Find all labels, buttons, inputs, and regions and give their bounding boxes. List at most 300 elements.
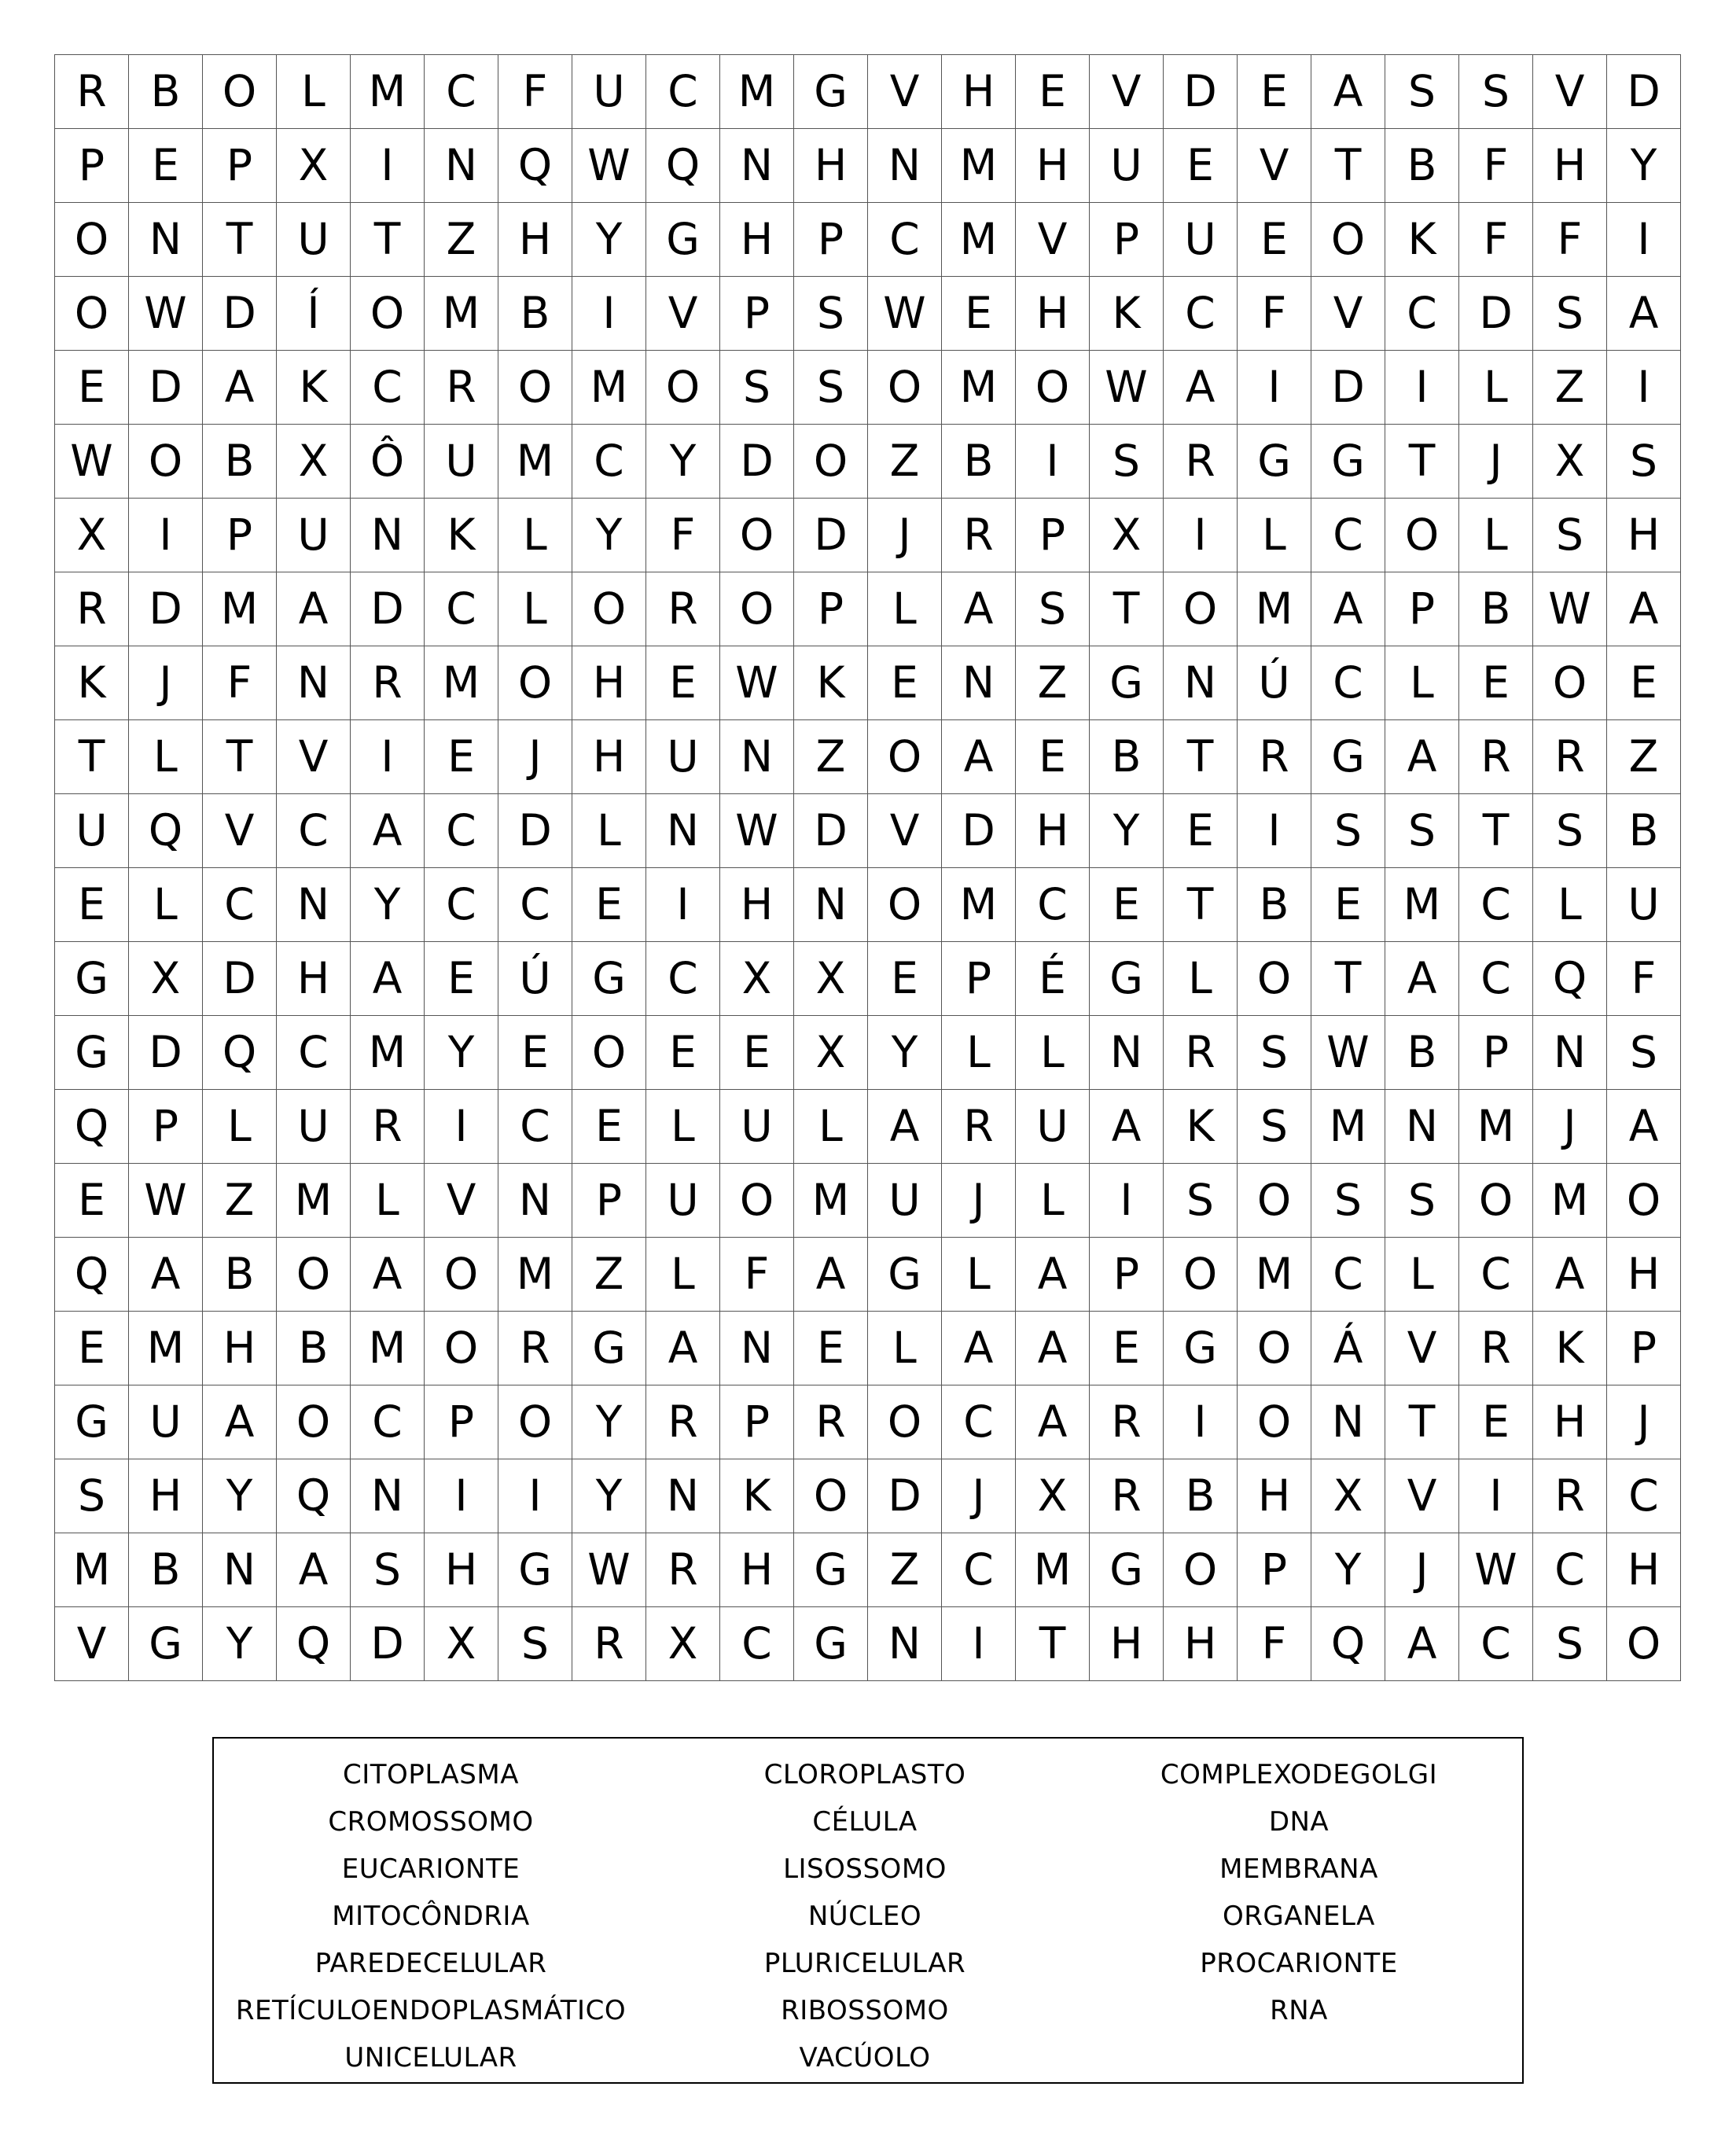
grid-cell[interactable]: A (203, 1385, 277, 1459)
grid-cell[interactable]: I (1238, 794, 1311, 868)
grid-cell[interactable]: E (425, 720, 498, 794)
grid-cell[interactable]: S (1385, 794, 1459, 868)
grid-cell[interactable]: V (277, 720, 351, 794)
grid-cell[interactable]: Y (1607, 129, 1681, 203)
grid-cell[interactable]: S (1533, 794, 1607, 868)
grid-cell[interactable]: V (1533, 55, 1607, 129)
grid-cell[interactable]: H (1238, 1459, 1311, 1533)
grid-cell[interactable]: H (1607, 499, 1681, 572)
grid-cell[interactable]: B (129, 55, 203, 129)
grid-cell[interactable]: P (203, 499, 277, 572)
grid-cell[interactable]: C (1459, 1607, 1533, 1681)
grid-cell[interactable]: K (1164, 1090, 1238, 1164)
grid-cell[interactable]: W (1533, 572, 1607, 646)
grid-cell[interactable]: L (351, 1164, 425, 1238)
grid-cell[interactable]: Á (1311, 1312, 1385, 1385)
grid-cell[interactable]: N (351, 1459, 425, 1533)
grid-cell[interactable]: A (1385, 1607, 1459, 1681)
grid-cell[interactable]: M (720, 55, 794, 129)
grid-cell[interactable]: F (720, 1238, 794, 1312)
grid-cell[interactable]: O (720, 572, 794, 646)
grid-cell[interactable]: A (351, 942, 425, 1016)
grid-cell[interactable]: Y (646, 425, 720, 499)
grid-cell[interactable]: X (646, 1607, 720, 1681)
grid-cell[interactable]: A (1533, 1238, 1607, 1312)
grid-cell[interactable]: M (498, 1238, 572, 1312)
grid-cell[interactable]: O (55, 203, 129, 277)
grid-cell[interactable]: W (1459, 1533, 1533, 1607)
grid-cell[interactable]: V (55, 1607, 129, 1681)
grid-cell[interactable]: C (425, 868, 498, 942)
grid-cell[interactable]: T (1016, 1607, 1090, 1681)
grid-cell[interactable]: L (794, 1090, 868, 1164)
grid-cell[interactable]: O (498, 1385, 572, 1459)
grid-cell[interactable]: M (203, 572, 277, 646)
grid-cell[interactable]: C (572, 425, 646, 499)
grid-cell[interactable]: W (55, 425, 129, 499)
grid-cell[interactable]: D (1459, 277, 1533, 351)
grid-cell[interactable]: E (1090, 1312, 1164, 1385)
grid-cell[interactable]: S (794, 351, 868, 425)
grid-cell[interactable]: Q (1533, 942, 1607, 1016)
grid-cell[interactable]: M (351, 1016, 425, 1090)
grid-cell[interactable]: R (55, 55, 129, 129)
grid-cell[interactable]: E (720, 1016, 794, 1090)
grid-cell[interactable]: C (498, 1090, 572, 1164)
grid-cell[interactable]: M (572, 351, 646, 425)
grid-cell[interactable]: Y (572, 203, 646, 277)
grid-cell[interactable]: R (646, 572, 720, 646)
grid-cell[interactable]: Z (425, 203, 498, 277)
grid-cell[interactable]: O (1238, 1385, 1311, 1459)
grid-cell[interactable]: R (1238, 720, 1311, 794)
grid-cell[interactable]: R (942, 1090, 1016, 1164)
grid-cell[interactable]: N (1090, 1016, 1164, 1090)
grid-cell[interactable]: H (1016, 277, 1090, 351)
grid-cell[interactable]: N (942, 646, 1016, 720)
grid-cell[interactable]: J (942, 1459, 1016, 1533)
grid-cell[interactable]: A (351, 794, 425, 868)
grid-cell[interactable]: B (277, 1312, 351, 1385)
grid-cell[interactable]: N (351, 499, 425, 572)
grid-cell[interactable]: L (1533, 868, 1607, 942)
grid-cell[interactable]: M (1533, 1164, 1607, 1238)
grid-cell[interactable]: E (425, 942, 498, 1016)
grid-cell[interactable]: U (1090, 129, 1164, 203)
grid-cell[interactable]: V (203, 794, 277, 868)
grid-cell[interactable]: A (868, 1090, 942, 1164)
grid-cell[interactable]: X (425, 1607, 498, 1681)
grid-cell[interactable]: X (277, 425, 351, 499)
grid-cell[interactable]: Y (203, 1607, 277, 1681)
grid-cell[interactable]: G (572, 1312, 646, 1385)
grid-cell[interactable]: F (498, 55, 572, 129)
grid-cell[interactable]: W (129, 277, 203, 351)
grid-cell[interactable]: X (1016, 1459, 1090, 1533)
grid-cell[interactable]: Z (572, 1238, 646, 1312)
grid-cell[interactable]: I (1016, 425, 1090, 499)
grid-cell[interactable]: K (720, 1459, 794, 1533)
grid-cell[interactable]: G (55, 1385, 129, 1459)
grid-cell[interactable]: Z (868, 425, 942, 499)
grid-cell[interactable]: E (55, 351, 129, 425)
grid-cell[interactable]: S (1385, 1164, 1459, 1238)
grid-cell[interactable]: P (425, 1385, 498, 1459)
grid-cell[interactable]: R (425, 351, 498, 425)
grid-cell[interactable]: G (1090, 942, 1164, 1016)
grid-cell[interactable]: P (203, 129, 277, 203)
grid-cell[interactable]: Z (1533, 351, 1607, 425)
grid-cell[interactable]: L (1016, 1164, 1090, 1238)
grid-cell[interactable]: V (646, 277, 720, 351)
grid-cell[interactable]: A (794, 1238, 868, 1312)
grid-cell[interactable]: L (129, 868, 203, 942)
grid-cell[interactable]: H (1164, 1607, 1238, 1681)
grid-cell[interactable]: N (425, 129, 498, 203)
grid-cell[interactable]: L (868, 1312, 942, 1385)
grid-cell[interactable]: V (1385, 1459, 1459, 1533)
grid-cell[interactable]: B (1090, 720, 1164, 794)
grid-cell[interactable]: Q (277, 1459, 351, 1533)
grid-cell[interactable]: N (794, 868, 868, 942)
grid-cell[interactable]: M (425, 646, 498, 720)
grid-cell[interactable]: O (203, 55, 277, 129)
grid-cell[interactable]: C (277, 794, 351, 868)
grid-cell[interactable]: F (1238, 277, 1311, 351)
grid-cell[interactable]: O (498, 646, 572, 720)
grid-cell[interactable]: N (129, 203, 203, 277)
grid-cell[interactable]: I (425, 1459, 498, 1533)
grid-cell[interactable]: V (1090, 55, 1164, 129)
grid-cell[interactable]: O (351, 277, 425, 351)
grid-cell[interactable]: S (1607, 1016, 1681, 1090)
grid-cell[interactable]: R (794, 1385, 868, 1459)
grid-cell[interactable]: O (425, 1238, 498, 1312)
grid-cell[interactable]: N (720, 1312, 794, 1385)
grid-cell[interactable]: P (1238, 1533, 1311, 1607)
grid-cell[interactable]: L (646, 1090, 720, 1164)
grid-cell[interactable]: O (498, 351, 572, 425)
grid-cell[interactable]: O (129, 425, 203, 499)
grid-cell[interactable]: V (1311, 277, 1385, 351)
grid-cell[interactable]: E (55, 1164, 129, 1238)
grid-cell[interactable]: A (1385, 720, 1459, 794)
grid-cell[interactable]: M (942, 351, 1016, 425)
grid-cell[interactable]: Ú (498, 942, 572, 1016)
grid-cell[interactable]: W (572, 1533, 646, 1607)
grid-cell[interactable]: B (1238, 868, 1311, 942)
grid-cell[interactable]: O (720, 1164, 794, 1238)
grid-cell[interactable]: E (1016, 55, 1090, 129)
grid-cell[interactable]: T (1459, 794, 1533, 868)
grid-cell[interactable]: O (277, 1238, 351, 1312)
grid-cell[interactable]: L (129, 720, 203, 794)
grid-cell[interactable]: E (1238, 55, 1311, 129)
grid-cell[interactable]: T (203, 203, 277, 277)
grid-cell[interactable]: B (203, 1238, 277, 1312)
grid-cell[interactable]: P (1090, 1238, 1164, 1312)
grid-cell[interactable]: Y (203, 1459, 277, 1533)
grid-cell[interactable]: Z (1016, 646, 1090, 720)
grid-cell[interactable]: M (351, 55, 425, 129)
grid-cell[interactable]: I (425, 1090, 498, 1164)
grid-cell[interactable]: M (351, 1312, 425, 1385)
grid-cell[interactable]: D (203, 942, 277, 1016)
grid-cell[interactable]: S (1385, 55, 1459, 129)
grid-cell[interactable]: I (646, 868, 720, 942)
grid-cell[interactable]: D (1607, 55, 1681, 129)
grid-cell[interactable]: N (720, 129, 794, 203)
grid-cell[interactable]: D (794, 499, 868, 572)
grid-cell[interactable]: E (1238, 203, 1311, 277)
grid-cell[interactable]: R (1090, 1459, 1164, 1533)
grid-cell[interactable]: O (1238, 1164, 1311, 1238)
grid-cell[interactable]: U (277, 1090, 351, 1164)
grid-cell[interactable]: R (1533, 1459, 1607, 1533)
grid-cell[interactable]: H (1090, 1607, 1164, 1681)
grid-cell[interactable]: P (720, 277, 794, 351)
grid-cell[interactable]: O (1164, 1533, 1238, 1607)
grid-cell[interactable]: L (277, 55, 351, 129)
grid-cell[interactable]: J (1385, 1533, 1459, 1607)
grid-cell[interactable]: H (425, 1533, 498, 1607)
grid-cell[interactable]: K (425, 499, 498, 572)
grid-cell[interactable]: C (1385, 277, 1459, 351)
grid-cell[interactable]: O (572, 1016, 646, 1090)
grid-cell[interactable]: C (646, 942, 720, 1016)
grid-cell[interactable]: C (203, 868, 277, 942)
grid-cell[interactable]: X (794, 1016, 868, 1090)
grid-cell[interactable]: U (1164, 203, 1238, 277)
grid-cell[interactable]: T (1311, 942, 1385, 1016)
grid-cell[interactable]: O (1238, 942, 1311, 1016)
grid-cell[interactable]: X (1311, 1459, 1385, 1533)
grid-cell[interactable]: M (942, 868, 1016, 942)
grid-cell[interactable]: C (498, 868, 572, 942)
grid-cell[interactable]: Q (646, 129, 720, 203)
grid-cell[interactable]: R (646, 1385, 720, 1459)
grid-cell[interactable]: O (1607, 1164, 1681, 1238)
grid-cell[interactable]: C (942, 1533, 1016, 1607)
grid-cell[interactable]: H (1016, 794, 1090, 868)
grid-cell[interactable]: A (277, 572, 351, 646)
grid-cell[interactable]: C (1459, 942, 1533, 1016)
grid-cell[interactable]: L (1385, 646, 1459, 720)
grid-cell[interactable]: Q (55, 1238, 129, 1312)
grid-cell[interactable]: O (1016, 351, 1090, 425)
grid-cell[interactable]: P (1607, 1312, 1681, 1385)
grid-cell[interactable]: R (1459, 1312, 1533, 1385)
grid-cell[interactable]: M (1459, 1090, 1533, 1164)
grid-cell[interactable]: G (794, 1607, 868, 1681)
grid-cell[interactable]: D (794, 794, 868, 868)
grid-cell[interactable]: P (1016, 499, 1090, 572)
grid-cell[interactable]: C (425, 55, 498, 129)
grid-cell[interactable]: P (55, 129, 129, 203)
grid-cell[interactable]: D (129, 1016, 203, 1090)
grid-cell[interactable]: S (1090, 425, 1164, 499)
grid-cell[interactable]: S (1164, 1164, 1238, 1238)
grid-cell[interactable]: G (868, 1238, 942, 1312)
grid-cell[interactable]: P (794, 203, 868, 277)
grid-cell[interactable]: R (1533, 720, 1607, 794)
grid-cell[interactable]: R (1459, 720, 1533, 794)
grid-cell[interactable]: N (646, 794, 720, 868)
grid-cell[interactable]: G (1311, 720, 1385, 794)
grid-cell[interactable]: M (129, 1312, 203, 1385)
grid-cell[interactable]: Y (1090, 794, 1164, 868)
grid-cell[interactable]: E (646, 1016, 720, 1090)
grid-cell[interactable]: X (277, 129, 351, 203)
grid-cell[interactable]: A (1607, 1090, 1681, 1164)
grid-cell[interactable]: F (1238, 1607, 1311, 1681)
grid-cell[interactable]: C (646, 55, 720, 129)
grid-cell[interactable]: U (277, 203, 351, 277)
grid-cell[interactable]: S (1238, 1016, 1311, 1090)
grid-cell[interactable]: F (1459, 129, 1533, 203)
grid-cell[interactable]: U (129, 1385, 203, 1459)
grid-cell[interactable]: E (1459, 646, 1533, 720)
grid-cell[interactable]: E (1164, 129, 1238, 203)
grid-cell[interactable]: C (868, 203, 942, 277)
grid-cell[interactable]: H (720, 868, 794, 942)
grid-cell[interactable]: S (351, 1533, 425, 1607)
grid-cell[interactable]: G (498, 1533, 572, 1607)
grid-cell[interactable]: R (1090, 1385, 1164, 1459)
grid-cell[interactable]: G (572, 942, 646, 1016)
grid-cell[interactable]: U (55, 794, 129, 868)
grid-cell[interactable]: S (1238, 1090, 1311, 1164)
grid-cell[interactable]: Y (572, 499, 646, 572)
grid-cell[interactable]: A (1385, 942, 1459, 1016)
grid-cell[interactable]: B (1164, 1459, 1238, 1533)
grid-cell[interactable]: U (1016, 1090, 1090, 1164)
grid-cell[interactable]: L (498, 572, 572, 646)
grid-cell[interactable]: B (498, 277, 572, 351)
grid-cell[interactable]: R (1164, 425, 1238, 499)
grid-cell[interactable]: H (1607, 1533, 1681, 1607)
grid-cell[interactable]: H (572, 646, 646, 720)
grid-cell[interactable]: Z (203, 1164, 277, 1238)
grid-cell[interactable]: H (498, 203, 572, 277)
grid-cell[interactable]: D (129, 351, 203, 425)
grid-cell[interactable]: B (129, 1533, 203, 1607)
grid-cell[interactable]: Y (425, 1016, 498, 1090)
grid-cell[interactable]: U (425, 425, 498, 499)
grid-cell[interactable]: X (55, 499, 129, 572)
grid-cell[interactable]: Q (1311, 1607, 1385, 1681)
grid-cell[interactable]: O (1385, 499, 1459, 572)
grid-cell[interactable]: L (1016, 1016, 1090, 1090)
grid-cell[interactable]: E (572, 868, 646, 942)
grid-cell[interactable]: O (1238, 1312, 1311, 1385)
grid-cell[interactable]: H (942, 55, 1016, 129)
grid-cell[interactable]: A (1311, 55, 1385, 129)
grid-cell[interactable]: T (203, 720, 277, 794)
grid-cell[interactable]: D (351, 572, 425, 646)
grid-cell[interactable]: W (720, 794, 794, 868)
grid-cell[interactable]: N (203, 1533, 277, 1607)
grid-cell[interactable]: I (1459, 1459, 1533, 1533)
grid-cell[interactable]: Z (1607, 720, 1681, 794)
grid-cell[interactable]: F (1607, 942, 1681, 1016)
grid-cell[interactable]: J (1533, 1090, 1607, 1164)
grid-cell[interactable]: O (55, 277, 129, 351)
grid-cell[interactable]: D (1164, 55, 1238, 129)
grid-cell[interactable]: T (1311, 129, 1385, 203)
grid-cell[interactable]: S (720, 351, 794, 425)
grid-cell[interactable]: F (1459, 203, 1533, 277)
grid-cell[interactable]: Q (129, 794, 203, 868)
grid-cell[interactable]: M (425, 277, 498, 351)
grid-cell[interactable]: X (1533, 425, 1607, 499)
grid-cell[interactable]: I (1238, 351, 1311, 425)
grid-cell[interactable]: R (351, 1090, 425, 1164)
grid-cell[interactable]: V (1238, 129, 1311, 203)
grid-cell[interactable]: D (942, 794, 1016, 868)
grid-cell[interactable]: I (1090, 1164, 1164, 1238)
grid-cell[interactable]: M (1238, 572, 1311, 646)
grid-cell[interactable]: R (1164, 1016, 1238, 1090)
grid-cell[interactable]: J (942, 1164, 1016, 1238)
grid-cell[interactable]: A (1016, 1385, 1090, 1459)
grid-cell[interactable]: H (1607, 1238, 1681, 1312)
grid-cell[interactable]: S (55, 1459, 129, 1533)
grid-cell[interactable]: L (868, 572, 942, 646)
grid-cell[interactable]: Y (572, 1385, 646, 1459)
grid-cell[interactable]: E (572, 1090, 646, 1164)
grid-cell[interactable]: O (794, 1459, 868, 1533)
grid-cell[interactable]: T (55, 720, 129, 794)
grid-cell[interactable]: E (1164, 794, 1238, 868)
grid-cell[interactable]: O (1459, 1164, 1533, 1238)
grid-cell[interactable]: K (794, 646, 868, 720)
grid-cell[interactable]: G (794, 55, 868, 129)
grid-cell[interactable]: E (794, 1312, 868, 1385)
grid-cell[interactable]: S (1311, 794, 1385, 868)
grid-cell[interactable]: U (646, 1164, 720, 1238)
grid-cell[interactable]: M (1238, 1238, 1311, 1312)
grid-cell[interactable]: N (277, 646, 351, 720)
grid-cell[interactable]: T (1385, 425, 1459, 499)
grid-cell[interactable]: A (1607, 572, 1681, 646)
grid-cell[interactable]: I (1385, 351, 1459, 425)
grid-cell[interactable]: H (720, 203, 794, 277)
grid-cell[interactable]: W (129, 1164, 203, 1238)
grid-cell[interactable]: O (1164, 572, 1238, 646)
grid-cell[interactable]: L (942, 1238, 1016, 1312)
grid-cell[interactable]: Q (277, 1607, 351, 1681)
grid-cell[interactable]: P (1385, 572, 1459, 646)
grid-cell[interactable]: M (942, 129, 1016, 203)
grid-cell[interactable]: B (1385, 1016, 1459, 1090)
grid-cell[interactable]: K (277, 351, 351, 425)
grid-cell[interactable]: Q (203, 1016, 277, 1090)
grid-cell[interactable]: G (1090, 646, 1164, 720)
grid-cell[interactable]: E (129, 129, 203, 203)
grid-cell[interactable]: J (868, 499, 942, 572)
grid-cell[interactable]: Y (1311, 1533, 1385, 1607)
grid-cell[interactable]: T (1385, 1385, 1459, 1459)
grid-cell[interactable]: D (720, 425, 794, 499)
grid-cell[interactable]: A (942, 1312, 1016, 1385)
grid-cell[interactable]: G (794, 1533, 868, 1607)
grid-cell[interactable]: L (572, 794, 646, 868)
grid-cell[interactable]: Q (498, 129, 572, 203)
grid-cell[interactable]: C (351, 1385, 425, 1459)
grid-cell[interactable]: E (1311, 868, 1385, 942)
grid-cell[interactable]: N (720, 720, 794, 794)
